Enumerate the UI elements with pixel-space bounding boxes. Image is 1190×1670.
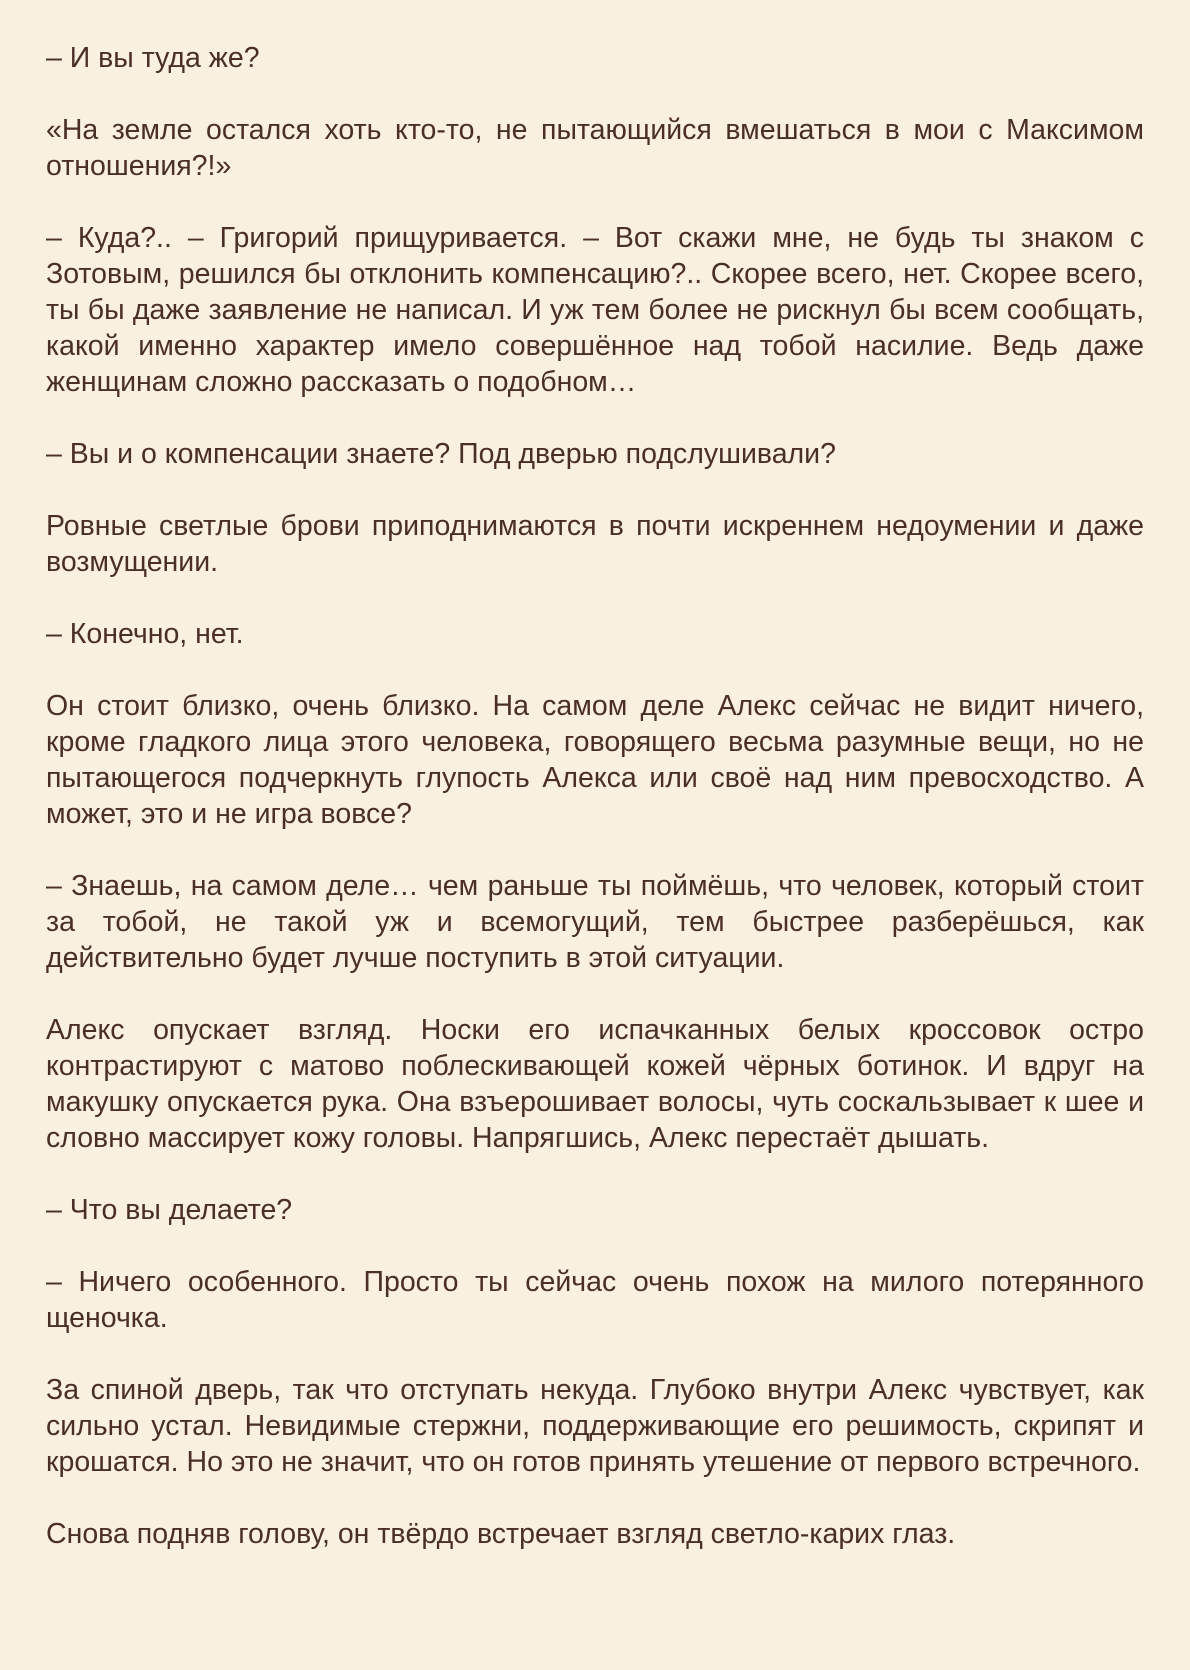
paragraph-8: – Знаешь, на самом деле… чем раньше ты поймёшь, что человек, который стоит за тобой, не такой уж и всемогущий, тем быстрее разберёшься, как действительно будет лучше поступить в этой ситуации. [46, 870, 1144, 974]
paragraph-2: «На земле остался хоть кто-то, не пытающийся вмешаться в мои с Максимом отношения?!» [46, 114, 1144, 182]
paragraph-12: За спиной дверь, так что отступать некуда. Глубоко внутри Алекс чувствует, как сильно устал. Невидимые стержни, поддерживающие его решимость, скрипят и крошатся. Но это не значит, что он готов принять утешение от первого встречного. [46, 1374, 1144, 1478]
paragraph-10: – Что вы делаете? [46, 1194, 293, 1226]
paragraph-1: – И вы туда же? [46, 42, 260, 74]
paragraph-5: Ровные светлые брови приподнимаются в почти искреннем недоумении и даже возмущении. [46, 510, 1144, 578]
paragraph-3: – Куда?.. – Григорий прищуривается. – Вот скажи мне, не будь ты знаком с Зотовым, решился бы отклонить компенсацию?.. Скорее всего, нет. Скорее всего, ты бы даже заявление не написал. И уж тем более не рискнул бы всем сообщать, какой именно характер имело совершённое над тобой насилие. Ведь даже женщинам сложно рассказать о подобном… [46, 222, 1144, 398]
paragraph-4: – Вы и о компенсации знаете? Под дверью подслушивали? [46, 438, 836, 470]
paragraph-11: – Ничего особенного. Просто ты сейчас очень похож на милого потерянного щеночка. [46, 1266, 1144, 1334]
paragraph-6: – Конечно, нет. [46, 618, 244, 650]
paragraph-7: Он стоит близко, очень близко. На самом деле Алекс сейчас не видит ничего, кроме гладкого лица этого человека, говорящего весьма разумные вещи, но не пытающегося подчеркнуть глупость Алекса или своё над ним превосходство. А может, это и не игра вовсе? [46, 690, 1144, 830]
paragraph-13: Снова подняв голову, он твёрдо встречает взгляд светло-карих глаз. [46, 1518, 956, 1550]
paragraph-9: Алекс опускает взгляд. Носки его испачканных белых кроссовок остро контрастируют с матово поблескивающей кожей чёрных ботинок. И вдруг на макушку опускается рука. Она взъерошивает волосы, чуть соскальзывает к шее и словно массирует кожу головы. Напрягшись, Алекс перестаёт дышать. [46, 1014, 1144, 1154]
text-page [46, 40, 1144, 1588]
